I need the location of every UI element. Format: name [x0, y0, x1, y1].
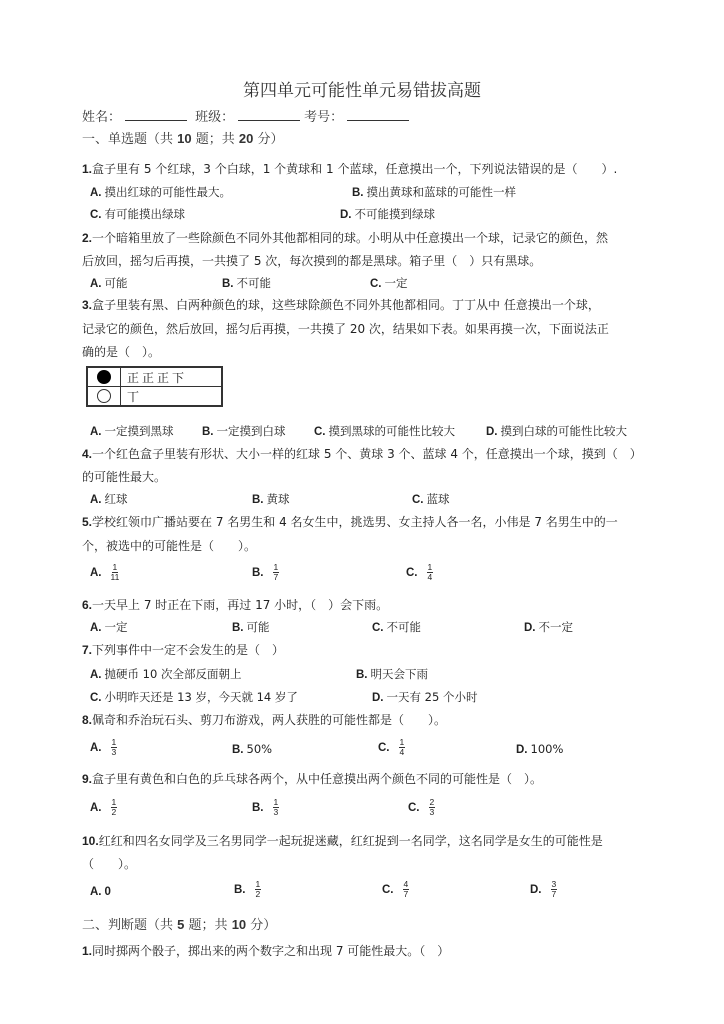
q8-option-b[interactable]: B. 50% [232, 742, 273, 756]
q6-option-a[interactable]: A. 一定 [90, 620, 128, 634]
white-ball-icon [97, 389, 111, 403]
q1-option-c[interactable]: C. 有可能摸出绿球 [90, 207, 185, 221]
student-info [82, 106, 413, 125]
question-10: 10.红红和四名女同学及三名男同学一起玩捉迷藏，红红捉到一名同学，这名同学是女生的可能性是 [82, 834, 603, 848]
question-9: 9.盒子里有黄色和白色的乒乓球各两个，从中任意摸出两个颜色不同的可能性是（ ）。 [82, 772, 543, 786]
q2-option-a[interactable]: A. 可能 [90, 276, 128, 290]
class-label: 班级： [195, 110, 235, 125]
tally-row-white: 丅 [87, 387, 222, 407]
q4-option-b[interactable]: B. 黄球 [252, 492, 290, 506]
section-1-heading: 一、单选题（共 10 题；共 20 分） [82, 131, 284, 147]
fraction: $\frac{4}{7}$ [403, 879, 409, 899]
q9-option-a[interactable]: A. $\frac{1}{2}$ [90, 797, 117, 817]
question-2-line-2: 后放回，摇匀后再摸，一共摸了 5 次，每次摸到的都是黑球。箱子里（ ）只有黑球。 [82, 254, 542, 268]
q2-option-b[interactable]: B. 不可能 [222, 276, 271, 290]
fraction: $\frac{1}{3}$ [111, 737, 117, 757]
fraction: $\frac{1}{11}$ [110, 562, 120, 582]
q9-option-c[interactable]: C. $\frac{2}{3}$ [408, 797, 435, 817]
fraction: $\frac{1}{4}$ [399, 737, 405, 757]
id-blank[interactable] [347, 108, 409, 121]
question-4-line-2: 的可能性最大。 [82, 470, 167, 484]
tally-row-black: 正正正下 [87, 367, 222, 387]
question-8: 8.佩奇和乔治玩石头、剪刀布游戏，两人获胜的可能性都是（ ）。 [82, 713, 447, 727]
question-5: 5.学校红领巾广播站要在 7 名男生和 4 名女生中，挑选男、女主持人各一名，小伟是 7 名男生中的一 [82, 515, 618, 529]
id-label: 考号： [304, 110, 344, 125]
fraction: $\frac{1}{7}$ [273, 562, 279, 582]
q3-option-b[interactable]: B. 一定摸到白球 [202, 424, 286, 438]
question-3: 3.盒子里装有黑、白两种颜色的球，这些球除颜色不同外其他都相同。丁丁从中 任意摸出一个球， [82, 298, 600, 312]
fraction: $\frac{3}{7}$ [551, 879, 557, 899]
q1-option-d[interactable]: D. 不可能摸到绿球 [340, 207, 435, 221]
q6-option-b[interactable]: B. 可能 [232, 620, 270, 634]
q5-option-b[interactable]: B. $\frac{1}{7}$ [252, 562, 279, 582]
fraction: $\frac{1}{4}$ [427, 562, 433, 582]
q4-option-c[interactable]: C. 蓝球 [412, 492, 450, 506]
q10-option-d[interactable]: D. $\frac{3}{7}$ [530, 879, 557, 899]
q5-option-c[interactable]: C. $\frac{1}{4}$ [406, 562, 433, 582]
q7-option-c[interactable]: C. 小明昨天还是 13 岁，今天就 14 岁了 [90, 690, 298, 704]
q10-option-a[interactable]: A. 0 [90, 886, 111, 898]
page-title: 第四单元可能性单元易错拔高题 [243, 81, 481, 101]
q9-option-b[interactable]: B. $\frac{1}{3}$ [252, 797, 279, 817]
fraction: $\frac{1}{2}$ [255, 879, 261, 899]
q7-option-a[interactable]: A. 抛硬币 10 次全部反面朝上 [90, 667, 242, 681]
black-ball-icon [97, 370, 111, 384]
fraction: $\frac{1}{3}$ [273, 797, 279, 817]
q5-option-a[interactable]: A. $\frac{1}{11}$ [90, 562, 120, 582]
section-2-heading: 二、判断题（共 5 题；共 10 分） [82, 917, 277, 933]
question-3-line-2: 记录它的颜色，然后放回，摇匀后再摸，一共摸了 20 次，结果如下表。如果再摸一次，下面说法正 [82, 322, 609, 336]
tally-table [86, 366, 223, 407]
name-blank[interactable] [125, 108, 187, 121]
q8-option-d[interactable]: D. 100% [516, 742, 564, 756]
question-5-line-2: 个，被选中的可能性是（ ）。 [82, 539, 257, 553]
question-1: 1.盒子里有 5 个红球，3 个白球，1 个黄球和 1 个蓝球，任意摸出一个，下列说法错误的是（ ）. [82, 162, 618, 176]
q7-option-b[interactable]: B. 明天会下雨 [356, 667, 428, 681]
q6-option-d[interactable]: D. 不一定 [524, 620, 573, 634]
q10-option-c[interactable]: C. $\frac{4}{7}$ [382, 879, 409, 899]
q3-option-a[interactable]: A. 一定摸到黑球 [90, 424, 174, 438]
question-10-line-2: （ ）。 [82, 857, 137, 871]
q1-option-b[interactable]: B. 摸出黄球和蓝球的可能性一样 [352, 185, 516, 199]
q10-option-b[interactable]: B. $\frac{1}{2}$ [234, 879, 261, 899]
q3-option-d[interactable]: D. 摸到白球的可能性比较大 [486, 424, 627, 438]
q8-option-a[interactable]: A. $\frac{1}{3}$ [90, 737, 117, 757]
q1-option-a[interactable]: A. 摸出红球的可能性最大。 [90, 185, 231, 199]
question-7: 7.下列事件中一定不会发生的是（ ） [82, 643, 285, 657]
q7-option-d[interactable]: D. 一天有 25 个小时 [372, 690, 478, 704]
question-2: 2.一个暗箱里放了一些除颜色不同外其他都相同的球。小明从中任意摸出一个球，记录它的颜色，然 [82, 231, 609, 245]
judge-question-1: 1.同时掷两个骰子，掷出来的两个数字之和出现 7 可能性最大。（ ） [82, 944, 450, 958]
question-6: 6.一天早上 7 时正在下雨，再过 17 小时，（ ）会下雨。 [82, 598, 389, 612]
q4-option-a[interactable]: A. 红球 [90, 492, 128, 506]
name-label: 姓名： [82, 110, 122, 125]
class-blank[interactable] [238, 108, 300, 121]
fraction: $\frac{1}{2}$ [111, 797, 117, 817]
q8-option-c[interactable]: C. $\frac{1}{4}$ [378, 737, 405, 757]
question-3-line-3: 确的是（ ）。 [82, 345, 161, 359]
q3-option-c[interactable]: C. 摸到黑球的可能性比较大 [314, 424, 455, 438]
q2-option-c[interactable]: C. 一定 [370, 276, 408, 290]
question-4: 4.一个红色盒子里装有形状、大小一样的红球 5 个、黄球 3 个、蓝球 4 个，任意摸出一个球，摸到（ ） [82, 447, 642, 461]
fraction: $\frac{2}{3}$ [429, 797, 435, 817]
q6-option-c[interactable]: C. 不可能 [372, 620, 421, 634]
